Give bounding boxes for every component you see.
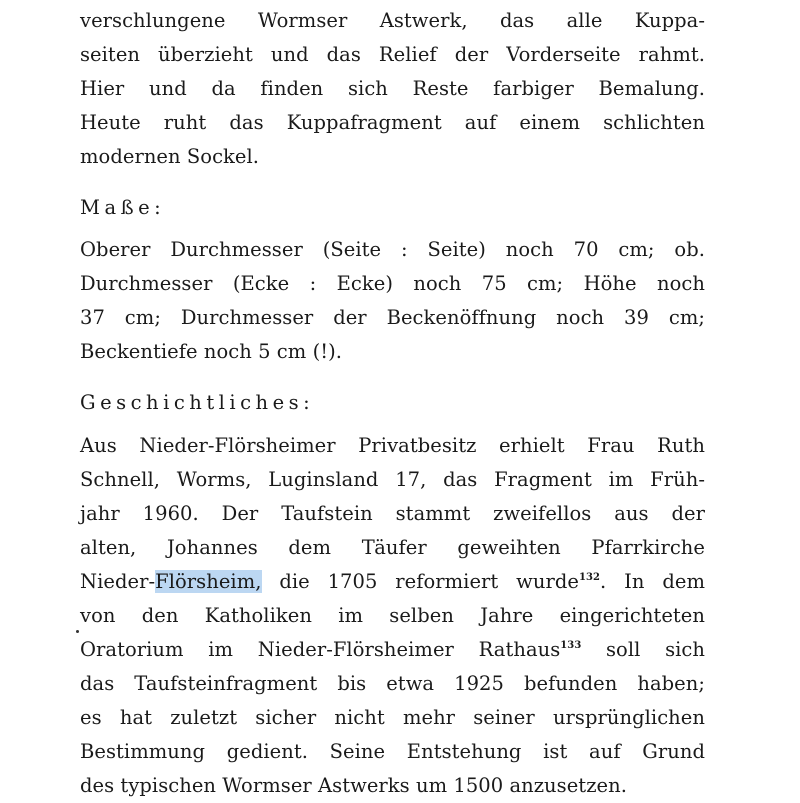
text-line: das Taufsteinfragment bis etwa 1925 befunden haben; (80, 672, 705, 695)
text-segment: Oratorium im Nieder-Flörsheimer Rathaus (80, 638, 561, 661)
footnote-marker[interactable]: 133 (560, 640, 582, 651)
text-line: des typischen Wormser Astwerks um 1500 anzusetzen. (80, 774, 627, 797)
text-line: Schnell, Worms, Luginsland 17, das Fragment im Früh- (80, 468, 705, 491)
selected-text-highlight[interactable]: Flörsheim, (155, 570, 262, 593)
text-segment: die 1705 reformiert wurde (261, 570, 580, 593)
text-line: Durchmesser (Ecke : Ecke) noch 75 cm; Höhe noch (80, 272, 705, 295)
text-line: Beckentiefe noch 5 cm (!). (80, 340, 343, 363)
text-line (80, 633, 705, 667)
text-line: 37 cm; Durchmesser der Beckenöffnung noch 39 cm; (80, 306, 705, 329)
text-line: Heute ruht das Kuppafragment auf einem schlichten (80, 111, 705, 134)
text-line: verschlungene Wormser Astwerk, das alle Kuppa- (80, 9, 705, 32)
text-line: von den Katholiken im selben Jahre eingerichteten (80, 604, 705, 627)
text-line: es hat zuletzt sicher nicht mehr seiner ursprünglichen (80, 706, 705, 729)
text-line: seiten überzieht und das Relief der Vorderseite rahmt. (80, 43, 705, 66)
scan-speck (76, 630, 79, 633)
text-segment: soll sich (581, 638, 706, 661)
text-line: Aus Nieder-Flörsheimer Privatbesitz erhielt Frau Ruth (80, 434, 705, 457)
text-line: Oberer Durchmesser (Seite : Seite) noch 70 cm; ob. (80, 238, 705, 261)
section-heading-geschichtliches: Geschichtliches: (80, 391, 315, 414)
intro-paragraph (80, 4, 705, 174)
text-segment: . In dem (600, 570, 705, 593)
text-line: Hier und da finden sich Reste farbiger Bemalung. (80, 77, 705, 100)
footnote-marker[interactable]: 132 (579, 572, 601, 583)
geschichtliches-paragraph (80, 429, 705, 803)
text-segment: Nieder- (80, 570, 156, 593)
section-heading-masse: Maße: (80, 196, 166, 219)
masse-paragraph (80, 233, 705, 369)
text-line: modernen Sockel. (80, 145, 260, 168)
text-line: jahr 1960. Der Taufstein stammt zweifellos aus der (80, 502, 705, 525)
text-line (80, 565, 705, 599)
text-line: alten, Johannes dem Täufer geweihten Pfarrkirche (80, 536, 705, 559)
text-line: Bestimmung gedient. Seine Entstehung ist auf Grund (80, 740, 705, 763)
